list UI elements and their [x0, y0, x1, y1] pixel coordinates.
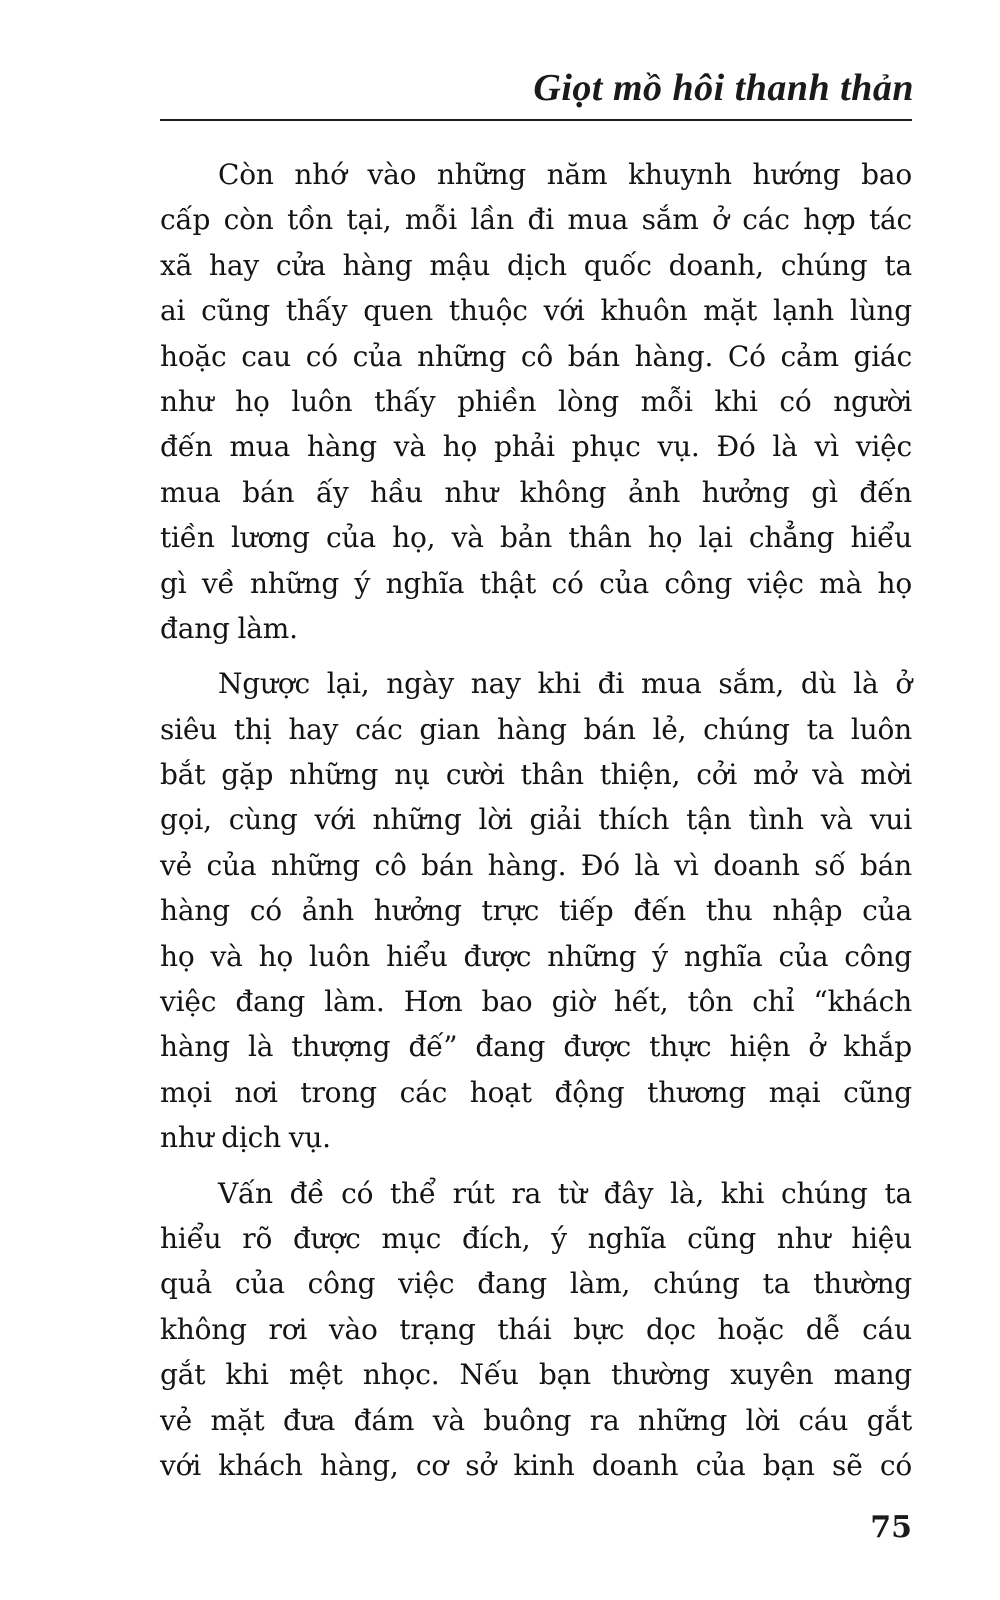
text-line: mua bán ấy hầu như không ảnh hưởng gì đến	[160, 475, 912, 509]
text-line: mọi nơi trong các hoạt động thương mại cũng	[160, 1075, 912, 1109]
text-line: như dịch vụ.	[160, 1121, 331, 1155]
text-line: như họ luôn thấy phiền lòng mỗi khi có người	[160, 384, 912, 418]
text-line: với khách hàng, cơ sở kinh doanh của bạn sẽ có	[160, 1448, 912, 1482]
text-line: bắt gặp những nụ cười thân thiện, cởi mở và mời	[160, 758, 912, 792]
text-line: gắt khi mệt nhọc. Nếu bạn thường xuyên mang	[160, 1358, 912, 1392]
text-line: gọi, cùng với những lời giải thích tận tình và vui	[160, 803, 912, 837]
text-line: họ và họ luôn hiểu được những ý nghĩa của công	[160, 939, 912, 973]
text-line: hiểu rõ được mục đích, ý nghĩa cũng như hiệu	[160, 1221, 912, 1255]
text-line: không rơi vào trạng thái bực dọc hoặc dễ cáu	[160, 1312, 912, 1346]
page-number: 75	[870, 1510, 912, 1545]
text-line: Vấn đề có thể rút ra từ đây là, khi chúng ta	[218, 1176, 912, 1210]
paragraph	[160, 661, 912, 1160]
paragraph	[160, 152, 912, 651]
paragraph-gap	[160, 1161, 912, 1171]
text-line: hàng là thượng đế” đang được thực hiện ở khắp	[160, 1030, 912, 1064]
text-line: đến mua hàng và họ phải phục vụ. Đó là vì việc	[160, 430, 912, 464]
text-line: gì về những ý nghĩa thật có của công việc mà họ	[160, 566, 912, 600]
text-line: xã hay cửa hàng mậu dịch quốc doanh, chúng ta	[160, 248, 912, 282]
paragraph-gap	[160, 651, 912, 661]
text-line: ai cũng thấy quen thuộc với khuôn mặt lạnh lùng	[160, 294, 912, 328]
text-line: Ngược lại, ngày nay khi đi mua sắm, dù là ở	[218, 667, 912, 701]
running-header-title: Giọt mồ hôi thanh thản	[533, 67, 914, 109]
text-line: vẻ của những cô bán hàng. Đó là vì doanh số bán	[160, 848, 912, 882]
text-line: hoặc cau có của những cô bán hàng. Có cảm giác	[160, 339, 912, 373]
header-divider	[160, 119, 912, 121]
text-line: quả của công việc đang làm, chúng ta thường	[160, 1267, 912, 1301]
text-line: siêu thị hay các gian hàng bán lẻ, chúng ta luôn	[160, 712, 912, 746]
text-line: cấp còn tồn tại, mỗi lần đi mua sắm ở các hợp tác	[160, 203, 912, 237]
text-line: việc đang làm. Hơn bao giờ hết, tôn chỉ “khách	[160, 985, 912, 1019]
paragraph	[160, 1171, 912, 1489]
body-text	[160, 152, 912, 1488]
text-line: tiền lương của họ, và bản thân họ lại chẳng hiểu	[160, 521, 912, 555]
text-line: đang làm.	[160, 611, 298, 645]
text-line: vẻ mặt đưa đám và buông ra những lời cáu gắt	[160, 1403, 912, 1437]
text-line: Còn nhớ vào những năm khuynh hướng bao	[218, 158, 912, 191]
text-line: hàng có ảnh hưởng trực tiếp đến thu nhập của	[160, 894, 912, 928]
